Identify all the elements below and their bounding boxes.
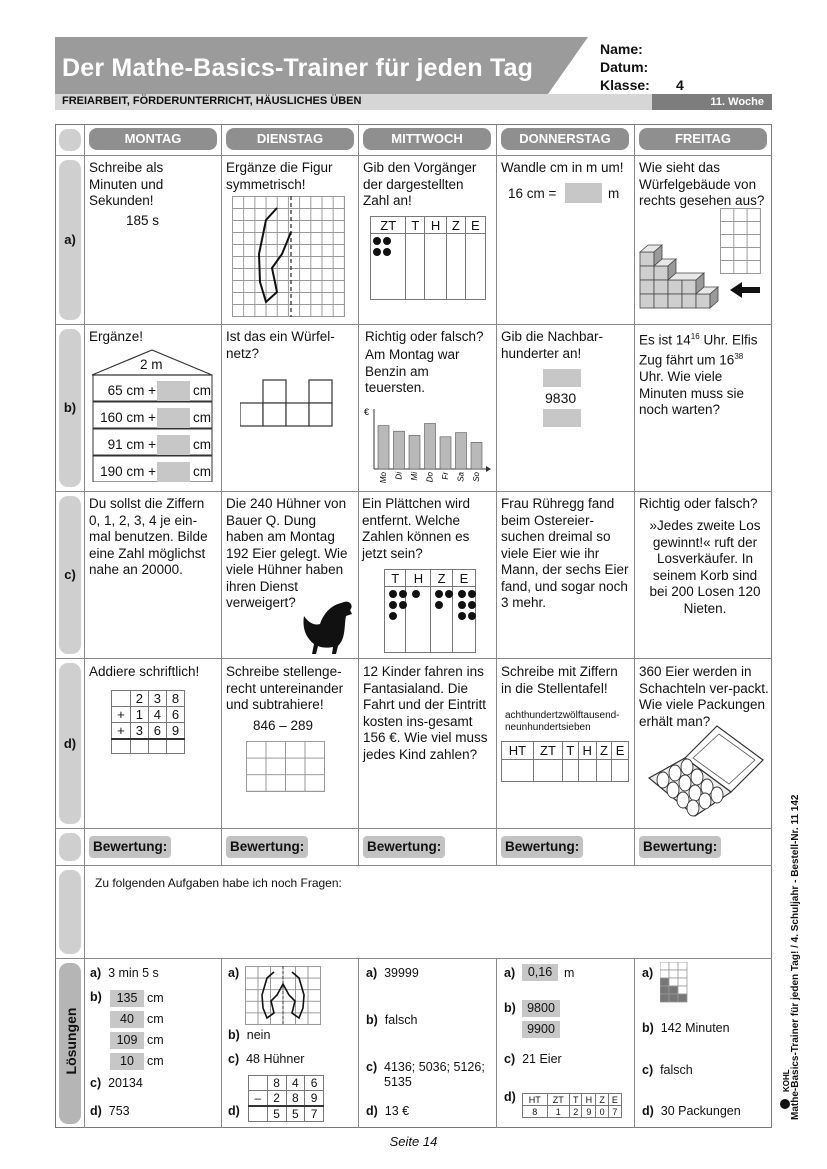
sol-label: b) (504, 1001, 516, 1015)
task-d-monday: Addiere schriftlich! (89, 664, 200, 679)
questions-prompt: Zu folgenden Aufgaben habe ich noch Fragen: (95, 876, 342, 890)
bewertung-friday: Bewertung: (639, 836, 721, 858)
grid-line (634, 124, 635, 1128)
bewertung-thursday: Bewertung: (501, 836, 583, 858)
counter (468, 612, 476, 620)
counter (468, 601, 476, 609)
task-c-thursday: Frau Rühregg fand beim Ostereier-suchen dreimal so viele Eier wie ihr Mann, der sechs Eier fand, und sogar noch 3 mehr. (501, 496, 629, 610)
house-line-1: 65 cm + (107, 383, 156, 398)
sol-side-view (660, 962, 690, 1004)
sol-thu-b2: 9900 (522, 1021, 560, 1038)
row-label-b: b) (59, 329, 81, 487)
sol-mon-b1: 135 (110, 990, 144, 1007)
counter (383, 237, 391, 245)
task-c-tuesday: Die 240 Hühner von Bauer Q. Dung haben am Montag 192 Eier gelegt. Wie viele Hühner haben ihren Dienst verweigert? (226, 496, 348, 610)
chart-tick-label: So (472, 472, 481, 482)
house-line-4: 190 cm + (100, 464, 156, 479)
chart-bar (456, 433, 467, 469)
task-b-monday: Ergänze! (89, 329, 144, 344)
subtraction-grid (246, 741, 325, 792)
task-a-monday: Schreibe als Minuten und Sekunden! (89, 160, 164, 208)
row-label-c: c) (59, 496, 81, 654)
datum-label: Datum: (600, 59, 649, 75)
page-title: Der Mathe-Basics-Trainer für jeden Tag (62, 54, 534, 82)
counter (435, 601, 443, 609)
task-c-friday: »Jedes zweite Los gewinnt!« ruft der Losverkäufer. In seinem Korb sind bei 200 Losen 120 Nieten. (649, 518, 761, 616)
neighbour-value: 9830 (545, 390, 577, 406)
day-header-thursday: DONNERSTAG (501, 128, 629, 150)
task-b-tuesday: Ist das ein Würfel-netz? (226, 329, 335, 361)
week-badge: 11. Woche (652, 94, 772, 110)
task-c-friday-q: Richtig oder falsch? (639, 496, 758, 511)
grid-line (55, 828, 772, 829)
conversion-unit: m (608, 186, 620, 201)
grid-line (84, 124, 85, 1128)
counter (458, 612, 466, 620)
answer-box[interactable] (543, 369, 581, 387)
sol-unit: m (564, 966, 575, 980)
sol-unit: cm (147, 1033, 164, 1047)
page-number: Seite 14 (389, 1134, 438, 1149)
sol-fri-c: falsch (660, 1063, 693, 1077)
day-header-monday: MONTAG (89, 128, 217, 150)
sol-mon-a: 3 min 5 s (108, 966, 159, 980)
chart-tick-label: Sa (456, 472, 466, 482)
chart-tick-label: Di (394, 472, 404, 480)
chart-bar (425, 424, 436, 470)
answer-box[interactable] (543, 409, 581, 427)
counter (458, 590, 466, 598)
half-figure (232, 196, 345, 317)
sol-place-value-table: HT ZT T H Z E 8 1 2 9 0 7 (522, 1093, 622, 1118)
sol-tue-b: nein (246, 1028, 271, 1042)
counter (412, 590, 420, 598)
roof-value: 2 m (140, 357, 163, 372)
conversion-left: 16 cm = (508, 186, 557, 201)
loesungen-tab: Lösungen (59, 963, 81, 1124)
sol-subtraction-table: 8 4 6 – 2 8 9 5 5 7 (248, 1075, 324, 1122)
chart-ylabel: € (364, 407, 370, 417)
rooster-illustration (300, 598, 356, 656)
sol-thu-c: 21 Eier (522, 1052, 562, 1066)
day-header-tuesday: DIENSTAG (226, 128, 354, 150)
task-d-tuesday: Schreibe stellenge-recht untereinander und subtrahiere! (226, 664, 344, 712)
publisher-logo (778, 1064, 792, 1112)
sol-wed-d: 13 € (384, 1104, 410, 1118)
sol-tue-c: 48 Hühner (246, 1052, 305, 1066)
task-a-thursday: Wandle cm in m um! (501, 160, 624, 175)
day-header-friday: FREITAG (639, 128, 767, 150)
task-a-wednesday: Gib den Vorgänger der dargestellten Zahl an! (363, 160, 477, 208)
place-value-table-c: T H Z E (384, 569, 476, 653)
sol-wed-c: 4136; 5036; 5126; 5135 (384, 1060, 485, 1089)
sol-label: a) (642, 966, 654, 980)
sol-label: d) (228, 1104, 240, 1118)
place-value-table-d: HT ZT T H Z E (501, 741, 629, 782)
task-a-friday: Wie sieht das Würfelgebäude von rechts gesehen aus? (639, 160, 765, 208)
addition-table: 2 3 8 + 1 4 6 + 3 6 9 (111, 690, 185, 754)
sol-fri-b: 142 Minuten (660, 1021, 730, 1035)
sol-label: d) (504, 1090, 516, 1104)
klasse-label: Klasse: (600, 77, 650, 93)
sol-fri-d: 30 Packungen (660, 1104, 741, 1118)
bewertung-wednesday: Bewertung: (363, 836, 445, 858)
grid-line (55, 491, 772, 492)
counter (468, 590, 476, 598)
grid-line (221, 124, 222, 1128)
task-b-friday: Es ist $14^{16}$ Uhr. Elfis Zug fährt um $16^{38}$ Uhr. Wie viele Minuten muss sie noch warten? (639, 332, 758, 417)
grid-line (55, 958, 772, 959)
svg-text:KOHL: KOHL (782, 1069, 791, 1092)
chart-bar (394, 431, 405, 469)
unit-cm: cm (193, 464, 211, 479)
corner-tab (59, 129, 81, 151)
egg-carton-illustration (645, 720, 767, 824)
sol-symmetric-figure (245, 966, 321, 1025)
row-label-a: a) (59, 160, 81, 320)
bewertung-tab (59, 833, 81, 861)
grid-line (55, 658, 772, 659)
sol-unit: cm (147, 1054, 164, 1068)
task-a-tuesday: Ergänze die Figur symmetrisch! (226, 160, 333, 192)
unit-cm: cm (193, 383, 211, 398)
sol-wed-a: 39999 (384, 966, 419, 980)
order-info: Mathe-Basics-Trainer für jeden Tag! / 4. Schuljahr - Bestell-Nr. 11 142 (790, 794, 801, 1120)
chart-bar (440, 437, 451, 469)
chart-tick-label: Fr (441, 472, 450, 480)
answer-box[interactable] (157, 462, 190, 482)
chart-tick-label: Mo (379, 472, 388, 484)
counter (399, 601, 407, 609)
sol-wed-b: falsch (384, 1013, 418, 1027)
subtitle: FREIARBEIT, FÖRDERUNTERRICHT, HÄUSLICHES ÜBEN (62, 95, 362, 107)
counter (389, 601, 397, 609)
grid-line (55, 155, 772, 156)
counter (445, 590, 453, 598)
task-d-friday: 360 Eier werden in Schachteln ver-packt. Wie viele Packungen erhält man? (639, 664, 769, 729)
sol-label: a) (504, 966, 516, 980)
chart-tick-label: Mi (410, 472, 419, 481)
task-c-wednesday: Ein Plättchen wird entfernt. Welche Zahlen können es jetzt sein? (362, 496, 471, 561)
grid-line (496, 124, 497, 1128)
unit-cm: cm (193, 410, 211, 425)
benzin-bar-chart (362, 405, 492, 487)
sol-unit: cm (147, 991, 164, 1005)
unit-cm: cm (193, 437, 211, 452)
task-b-wednesday-q: Richtig oder falsch? (365, 329, 484, 344)
sol-unit: cm (147, 1012, 164, 1026)
counter (383, 248, 391, 256)
sol-mon-c: 20134 (108, 1076, 143, 1090)
chart-bar (471, 442, 482, 469)
cube-building-illustration (638, 240, 763, 320)
sol-label: b) (90, 990, 102, 1004)
bewertung-tuesday: Bewertung: (226, 836, 308, 858)
counter (373, 248, 381, 256)
chart-bar (409, 435, 420, 469)
task-d-thursday: Schreibe mit Ziffern in die Stellentafel! (501, 664, 618, 696)
number-words: achthundertzwölftausend-neunhundertsieben (505, 710, 620, 733)
grid-line (358, 124, 359, 1128)
sol-mon-b4: 10 (110, 1053, 144, 1070)
klasse-value: 4 (676, 77, 684, 93)
chart-bar (378, 426, 389, 469)
bewertung-monday: Bewertung: (89, 836, 171, 858)
sol-label: a) (228, 966, 240, 980)
house-line-3: 91 cm + (107, 437, 156, 452)
sol-thu-b1: 9800 (522, 1000, 560, 1017)
answer-box[interactable] (157, 381, 190, 401)
subtraction-term: 846 – 289 (253, 718, 314, 733)
counter (435, 590, 443, 598)
task-b-wednesday: Am Montag war Benzin am teuersten. (365, 347, 460, 395)
answer-box[interactable] (565, 183, 602, 203)
place-value-table-a: ZT T H Z E (370, 216, 486, 300)
sol-mon-b3: 109 (110, 1032, 144, 1049)
counter (399, 590, 407, 598)
cube-net (240, 378, 335, 430)
house-line-2: 160 cm + (100, 410, 156, 425)
answer-box[interactable] (157, 408, 190, 428)
row-label-d: d) (59, 663, 81, 824)
counter (373, 237, 381, 245)
grid-line (55, 324, 772, 325)
answer-box[interactable] (157, 435, 190, 455)
sol-label: c) (366, 1060, 378, 1074)
sol-mon-d: 753 (108, 1104, 130, 1118)
task-b-thursday: Gib die Nachbar-hunderter an! (501, 329, 604, 361)
sol-thu-a: 0,16 (522, 964, 558, 981)
chart-tick-label: Do (425, 472, 435, 483)
task-a-monday-value: 185 s (126, 213, 160, 228)
name-label: Name: (600, 41, 643, 57)
counter (389, 590, 397, 598)
counter (389, 612, 397, 620)
task-c-monday: Du sollst die Ziffern 0, 1, 2, 3, 4 je ein-mal benutzen. Bilde eine Zahl möglichst nahe an 20000. (89, 496, 208, 577)
counter (458, 601, 466, 609)
task-d-wednesday: 12 Kinder fahren ins Fantasialand. Die Fahrt und der Eintritt kosten ins-gesamt 156 €. Wie viel muss jedes Kind zahlen? (363, 664, 488, 762)
questions-tab (59, 870, 81, 954)
day-header-wednesday: MITTWOCH (363, 128, 491, 150)
sol-mon-b2: 40 (110, 1011, 144, 1028)
